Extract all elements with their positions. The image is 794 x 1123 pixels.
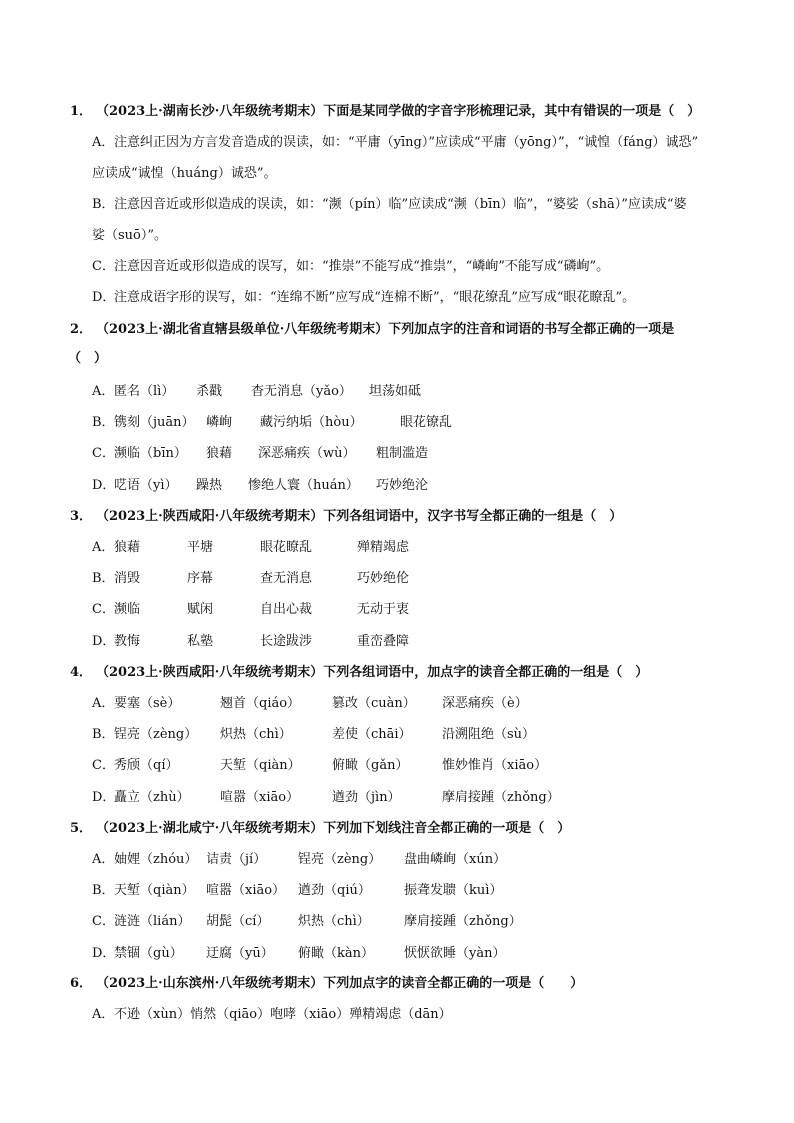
option-item: 无动于衷 <box>357 602 410 617</box>
option-item: 天堑（qiàn） <box>220 758 301 773</box>
option-item: 沿溯阻绝（sù） <box>442 727 536 742</box>
option-3d <box>92 633 742 651</box>
question-number: 3． <box>70 509 93 524</box>
option-item: 喧嚣（xiāo） <box>206 883 286 898</box>
option-letter: A． <box>92 696 115 711</box>
option-letter: D． <box>92 946 116 961</box>
option-text: 注意纠正因为方言发音造成的误读，如：“平庸（yīng）”应读成“平庸（yōng）”，“诚惶（fáng）诚恐” <box>114 135 699 150</box>
option-letter: D． <box>92 790 116 805</box>
option-item: 恹恹欲睡（yàn） <box>404 946 506 961</box>
option-3a <box>92 539 742 557</box>
option-item: 殚精竭虑 <box>357 540 410 555</box>
option-item: 惟妙惟肖（xiāo） <box>442 758 548 773</box>
question-5 <box>70 815 740 843</box>
option-item: 摩肩接踵（zhǒng） <box>442 790 560 805</box>
question-source: （2023上·陕西咸阳·八年级统考期末） <box>96 509 324 524</box>
option-text: 不逊（xùn）悄然（qiāo）咆哮（xiāo）殚精竭虑（dān） <box>114 1007 452 1022</box>
option-3c <box>92 601 742 619</box>
question-stem: 下列加点字的注音和词语的书写全都正确的一项是 <box>388 322 675 337</box>
option-item: 私塾 <box>187 634 214 649</box>
question-stem: 下列加下划线注音全都正确的一项是（ ） <box>323 821 571 836</box>
option-item: 锃亮（zèng） <box>114 727 198 742</box>
option-item: 藏污纳垢（hòu） <box>260 415 363 430</box>
question-stem: 下面是某同学做的字音字形梳理记录，其中有错误的一项是（ ） <box>323 104 701 119</box>
option-item: 胡髭（cí） <box>206 914 270 929</box>
option-5b <box>92 882 742 900</box>
option-item: 杀戳 <box>196 384 223 399</box>
option-item: 自出心裁 <box>260 602 313 617</box>
option-item: 消毁 <box>114 571 141 586</box>
question-source: （2023上·山东滨州·八年级统考期末） <box>96 976 324 991</box>
option-item: 迂腐（yū） <box>206 946 274 961</box>
option-item: 躁热 <box>196 478 223 493</box>
option-item: 赋闲 <box>187 602 214 617</box>
question-2 <box>70 316 740 344</box>
option-item: 振聋发聩（kuì） <box>404 883 503 898</box>
option-5c <box>92 913 742 931</box>
option-item: 炽热（chì） <box>298 914 370 929</box>
option-letter: B． <box>92 727 115 742</box>
option-letter: B． <box>92 883 115 898</box>
question-6 <box>70 970 740 998</box>
option-4d <box>92 789 742 807</box>
option-item: 锃亮（zèng） <box>298 852 382 867</box>
option-item: 狼藉 <box>114 540 141 555</box>
option-item: 翘首（qiáo） <box>220 696 301 711</box>
question-stem: 下列各组词语中，汉字书写全都正确的一组是（ ） <box>323 509 623 524</box>
option-5a <box>92 851 742 869</box>
option-letter: B． <box>92 571 115 586</box>
option-2b <box>92 414 742 432</box>
option-item: 平塘 <box>187 540 214 555</box>
option-item: 杳无消息（yǎo） <box>251 384 352 399</box>
option-item: 眼花镣乱 <box>400 415 453 430</box>
option-item: 嶙峋 <box>206 415 233 430</box>
option-1d <box>92 289 742 307</box>
option-text-continued: 娑（suō）”。 <box>92 228 168 243</box>
question-source: （2023上·湖北省直辖县级单位·八年级统考期末） <box>96 322 389 337</box>
question-1 <box>70 98 740 126</box>
option-item: 序幕 <box>187 571 214 586</box>
option-item: 狼藉 <box>206 446 233 461</box>
option-letter: C． <box>92 446 115 461</box>
option-item: 天堑（qiàn） <box>114 883 195 898</box>
option-item: 诘责（jí） <box>206 852 267 867</box>
option-item: 惨绝人寰（huán） <box>248 478 359 493</box>
question-number: 5． <box>70 821 93 836</box>
option-letter: A． <box>92 135 115 150</box>
option-text: 注意因音近或形似造成的误读，如：“濒（pín）临”应读成“濒（bīn）临”，“婆娑（shā）”应读成“婆 <box>114 197 687 212</box>
option-letter: A． <box>92 1007 115 1022</box>
option-letter: A． <box>92 852 115 867</box>
question-stem: 下列加点字的读音全都正确的一项是（ ） <box>323 976 584 991</box>
option-item: 眼花瞭乱 <box>260 540 313 555</box>
option-item: 遒劲（jìn） <box>332 790 401 805</box>
option-2a <box>92 383 742 401</box>
question-stem: 下列各组词语中，加点字的读音全都正确的一组是（ ） <box>323 665 649 680</box>
option-2c <box>92 445 742 463</box>
option-4b <box>92 726 742 744</box>
question-number: 2． <box>70 322 93 337</box>
question-source: （2023上·湖南长沙·八年级统考期末） <box>96 104 324 119</box>
option-letter: C． <box>92 602 115 617</box>
option-item: 查无消息 <box>260 571 313 586</box>
option-item: 匿名（lì） <box>114 384 175 399</box>
option-item: 俯瞰（gǎn） <box>332 758 409 773</box>
option-item: 呓语（yì） <box>114 478 178 493</box>
option-1a <box>92 134 742 181</box>
option-item: 要塞（sè） <box>114 696 181 711</box>
option-item: 巧妙绝沦 <box>376 478 429 493</box>
question-number: 6． <box>70 976 93 991</box>
option-letter: A． <box>92 540 115 555</box>
option-1b <box>92 196 742 243</box>
option-item: 长途跋涉 <box>260 634 313 649</box>
option-letter: D． <box>92 290 116 305</box>
option-item: 炽热（chì） <box>220 727 292 742</box>
option-item: 禁锢（gù） <box>114 946 183 961</box>
option-item: 盘曲嶙峋（xún） <box>404 852 507 867</box>
option-4a <box>92 695 742 713</box>
option-item: 深恶痛疾（wù） <box>258 446 356 461</box>
option-letter: C． <box>92 758 115 773</box>
option-item: 妯娌（zhóu） <box>114 852 198 867</box>
option-item: 秀颀（qí） <box>114 758 179 773</box>
option-2d <box>92 477 742 495</box>
option-4c <box>92 757 742 775</box>
option-item: 涟涟（lián） <box>114 914 191 929</box>
option-letter: C． <box>92 914 115 929</box>
question-source: （2023上·湖北咸宁·八年级统考期末） <box>96 821 324 836</box>
option-1c <box>92 258 742 276</box>
option-item: 遒劲（qiú） <box>298 883 371 898</box>
option-text: 注意因音近或形似造成的误写，如：“推崇”不能写成“推祟”，“嶙峋”不能写成“磷峋”。 <box>114 259 610 274</box>
option-item: 巧妙绝伦 <box>357 571 410 586</box>
option-item: 濒临（bīn） <box>114 446 187 461</box>
option-3b <box>92 570 742 588</box>
option-text-continued: 应读成“诚惶（huáng）诚恐”。 <box>92 166 277 181</box>
question-source: （2023上·陕西咸阳·八年级统考期末） <box>96 665 324 680</box>
option-item: 篡改（cuàn） <box>332 696 416 711</box>
answer-paren: （ ） <box>68 351 108 366</box>
option-item: 差使（chāi） <box>332 727 412 742</box>
option-letter: D． <box>92 478 116 493</box>
option-letter: B． <box>92 415 115 430</box>
question-4 <box>70 659 740 687</box>
option-letter: D． <box>92 634 116 649</box>
option-item: 深恶痛疾（è） <box>442 696 528 711</box>
option-item: 摩肩接踵（zhǒng） <box>404 914 522 929</box>
option-item: 喧嚣（xiāo） <box>220 790 300 805</box>
option-item: 俯瞰（kàn） <box>298 946 375 961</box>
question-number: 4． <box>70 665 93 680</box>
option-letter: C． <box>92 259 115 274</box>
option-item: 粗制滥造 <box>376 446 429 461</box>
question-2-paren <box>68 345 738 373</box>
option-item: 矗立（zhù） <box>114 790 190 805</box>
option-item: 镌刻（juān） <box>114 415 195 430</box>
option-5d <box>92 945 742 963</box>
option-6a <box>92 1006 742 1024</box>
option-item: 教悔 <box>114 634 141 649</box>
option-letter: B． <box>92 197 115 212</box>
option-item: 重峦叠障 <box>357 634 410 649</box>
option-text: 注意成语字形的误写，如：“连绵不断”应写成“连棉不断”，“眼花缭乱”应写成“眼花瞭乱”。 <box>114 290 636 305</box>
question-3 <box>70 503 740 531</box>
option-letter: A． <box>92 384 115 399</box>
option-item: 濒临 <box>114 602 141 617</box>
question-number: 1． <box>70 104 93 119</box>
option-item: 坦荡如砥 <box>369 384 422 399</box>
